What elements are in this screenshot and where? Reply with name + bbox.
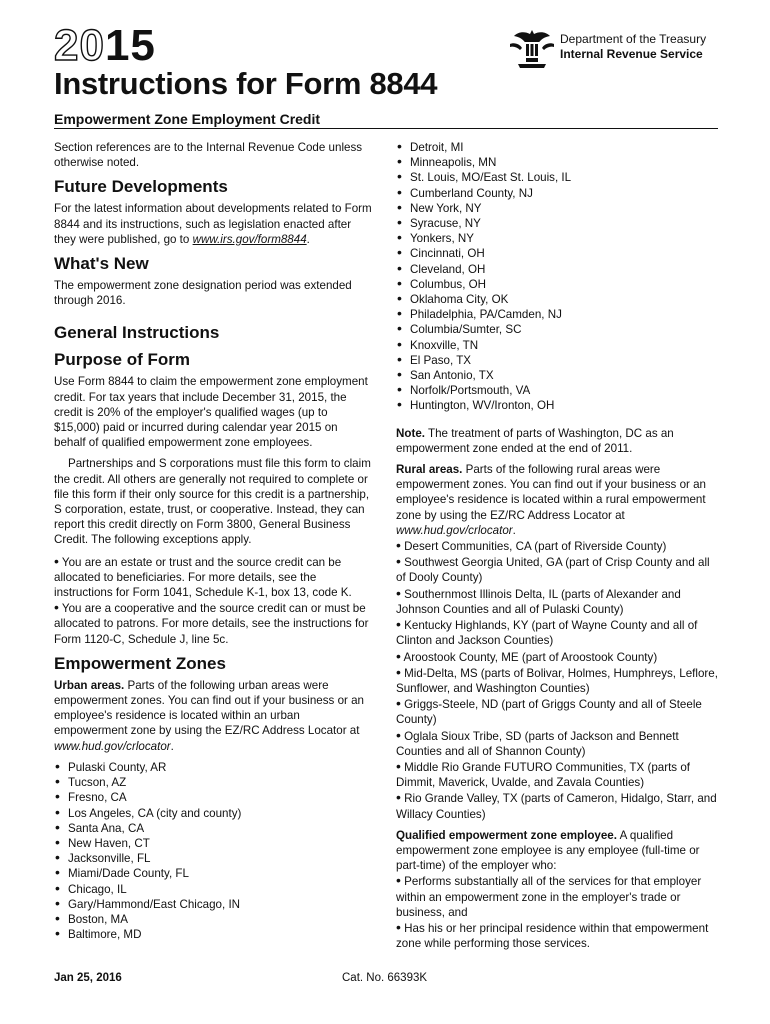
- list-item: • Los Angeles, CA (city and county): [54, 806, 372, 821]
- urban-areas-list-left: [54, 760, 372, 942]
- list-item: • Performs substantially all of the services for that employer within an empowerment zone in the employer's trade or business, and: [396, 872, 702, 919]
- whats-new-heading: What's New: [54, 254, 149, 274]
- rural-areas-list: [396, 538, 720, 822]
- list-item: • Boston, MA: [54, 912, 372, 927]
- exception-item: • You are a cooperative and the source credit can or must be allocated to patrons. For more details, see the instructions for Form 1120-C, Schedule J, line 5c.: [54, 599, 369, 646]
- qualified-employee-list: [396, 873, 720, 951]
- list-item: • Desert Communities, CA (part of Riverside County): [396, 537, 667, 554]
- list-item: • Gary/Hammond/East Chicago, IN: [54, 897, 372, 912]
- year-solid: 15: [104, 21, 156, 70]
- list-item: • Chicago, IL: [54, 882, 372, 897]
- list-item: • St. Louis, MO/East St. Louis, IL: [396, 170, 720, 185]
- footer-date: Jan 25, 2016: [54, 972, 122, 984]
- list-item: • Southwest Georgia United, GA (part of Crisp County and all of Dooly County): [396, 553, 710, 585]
- list-item: • Tucson, AZ: [54, 775, 372, 790]
- purpose-heading: Purpose of Form: [54, 350, 191, 370]
- agency-block: [560, 32, 706, 62]
- list-item: • Mid-Delta, MS (parts of Bolivar, Holmes, Humphreys, Leflore, Sunflower, and Washington Counties): [396, 663, 718, 695]
- list-item: • Has his or her principal residence within that empowerment zone while performing those services.: [396, 918, 709, 951]
- hud-crlocator-link-rural[interactable]: www.hud.gov/crlocator: [396, 523, 513, 537]
- list-item: • Southernmost Illinois Delta, IL (parts of Alexander and Johnson Counties and all of Pulaski County): [396, 584, 681, 616]
- purpose-paragraph-2: Partnerships and S corporations must file this form to claim the credit. All others are generally not required to complete or file this form if their only source for this credit is a partnership, S corporation, estate, trust, or cooperative. Instead, they can report this credit directly on Form 3800, General Business Credit. The following exceptions apply.: [54, 457, 371, 547]
- list-item: • Columbia/Sumter, SC: [396, 322, 720, 337]
- form-year: [54, 22, 156, 70]
- list-item: • Syracuse, NY: [396, 216, 720, 231]
- page-title: Instructions for Form 8844: [54, 66, 438, 101]
- list-item: • Middle Rio Grande FUTURO Communities, TX (parts of Dimmit, Maverick, Uvalde, and Zavala Counties): [396, 757, 690, 790]
- page-subtitle: Empowerment Zone Employment Credit: [54, 111, 321, 127]
- list-item: • Pulaski County, AR: [54, 760, 372, 775]
- agency-department: Department of the Treasury: [560, 32, 707, 46]
- list-item: • Oglala Sioux Tribe, SD (parts of Jackson and Bennett Counties and all of Shannon County): [396, 726, 679, 758]
- intro-text: Section references are to the Internal Revenue Code unless otherwise noted.: [54, 141, 363, 170]
- list-item: • New York, NY: [396, 201, 720, 216]
- qualified-employee-text: Qualified empowerment zone employee. A qualified empowerment zone employee is any employee (full-time or part-time) of the employer who:: [396, 828, 700, 873]
- list-item: • Miami/Dade County, FL: [54, 866, 372, 881]
- agency-irs: Internal Revenue Service: [560, 47, 703, 61]
- list-item: • El Paso, TX: [396, 353, 720, 368]
- list-item: • Kentucky Highlands, KY (part of Wayne County and all of Clinton and Jackson Counties): [396, 616, 698, 648]
- left-column: [54, 140, 372, 948]
- list-item: • Baltimore, MD: [54, 927, 372, 942]
- exception-item: • You are an estate or trust and the source credit can be allocated to beneficiaries. For more details, see the instructions for Form 1041, Schedule K-1, box 13, code K.: [54, 552, 352, 600]
- list-item: • Philadelphia, PA/Camden, NJ: [396, 307, 720, 322]
- list-item: • Huntington, WV/Ironton, OH: [396, 398, 720, 413]
- list-item: • San Antonio, TX: [396, 368, 720, 383]
- dc-note: Note. The treatment of parts of Washington, DC as an empowerment zone ended at the end of 2011.: [396, 426, 674, 455]
- urban-areas-list-right: [396, 140, 720, 414]
- right-column: [396, 140, 720, 951]
- empowerment-zones-heading: Empowerment Zones: [54, 653, 226, 673]
- list-item: • Aroostook County, ME (part of Aroostook County): [396, 647, 658, 664]
- list-item: • Detroit, MI: [396, 140, 720, 155]
- list-item: • Cumberland County, NJ: [396, 186, 720, 201]
- list-item: • Cleveland, OH: [396, 262, 720, 277]
- list-item: • Jacksonville, FL: [54, 851, 372, 866]
- list-item: • New Haven, CT: [54, 836, 372, 851]
- hud-crlocator-link[interactable]: www.hud.gov/crlocator: [54, 739, 171, 753]
- future-developments-heading: Future Developments: [54, 177, 228, 197]
- rural-areas-text: Rural areas. Parts of the following rural areas were empowerment zones. You can find out if your business or an employee's residence is located within a rural empowerment zone by using the EZ/RC Address Locator at www.hud.gov/crlocator.: [396, 463, 706, 537]
- future-developments-text: For the latest information about developments related to Form 8844 and its instructions, such as legislation enacted after they were published, go to www.irs.gov/form8844.: [54, 202, 372, 246]
- whats-new-text: The empowerment zone designation period was extended through 2016.: [54, 279, 352, 308]
- irs-form8844-link[interactable]: www.irs.gov/form8844: [192, 232, 307, 246]
- list-item: • Minneapolis, MN: [396, 155, 720, 170]
- general-instructions-heading: General Instructions: [54, 323, 220, 343]
- list-item: • Columbus, OH: [396, 277, 720, 292]
- exceptions-list: [54, 554, 372, 647]
- year-outline: 20: [54, 21, 105, 70]
- list-item: • Knoxville, TN: [396, 338, 720, 353]
- list-item: • Norfolk/Portsmouth, VA: [396, 383, 720, 398]
- list-item: • Rio Grande Valley, TX (parts of Cameron, Hidalgo, Starr, and Willacy Counties): [396, 789, 717, 821]
- list-item: • Yonkers, NY: [396, 231, 720, 246]
- irs-eagle-logo-icon: [508, 26, 556, 70]
- list-item: • Fresno, CA: [54, 790, 372, 805]
- list-item: • Griggs-Steele, ND (part of Griggs County and all of Steele County): [396, 695, 702, 727]
- list-item: • Oklahoma City, OK: [396, 292, 720, 307]
- footer-cat-number: Cat. No. 66393K: [342, 972, 428, 984]
- list-item: • Cincinnati, OH: [396, 246, 720, 261]
- urban-areas-text: Urban areas. Parts of the following urban areas were empowerment zones. You can find out if your business or an employee's residence is located within an urban empowerment zone by using the EZ/RC Address Locator at www.hud.gov/crlocator.: [54, 678, 364, 753]
- header-rule: [54, 128, 718, 129]
- list-item: • Santa Ana, CA: [54, 821, 372, 836]
- purpose-paragraph-1: Use Form 8844 to claim the empowerment zone employment credit. For tax years that include December 31, 2015, the credit is 20% of the employer's qualified wages (up to $15,000) paid or incurred during calendar year 2015 on behalf of qualified empowerment zone employees.: [54, 375, 368, 450]
